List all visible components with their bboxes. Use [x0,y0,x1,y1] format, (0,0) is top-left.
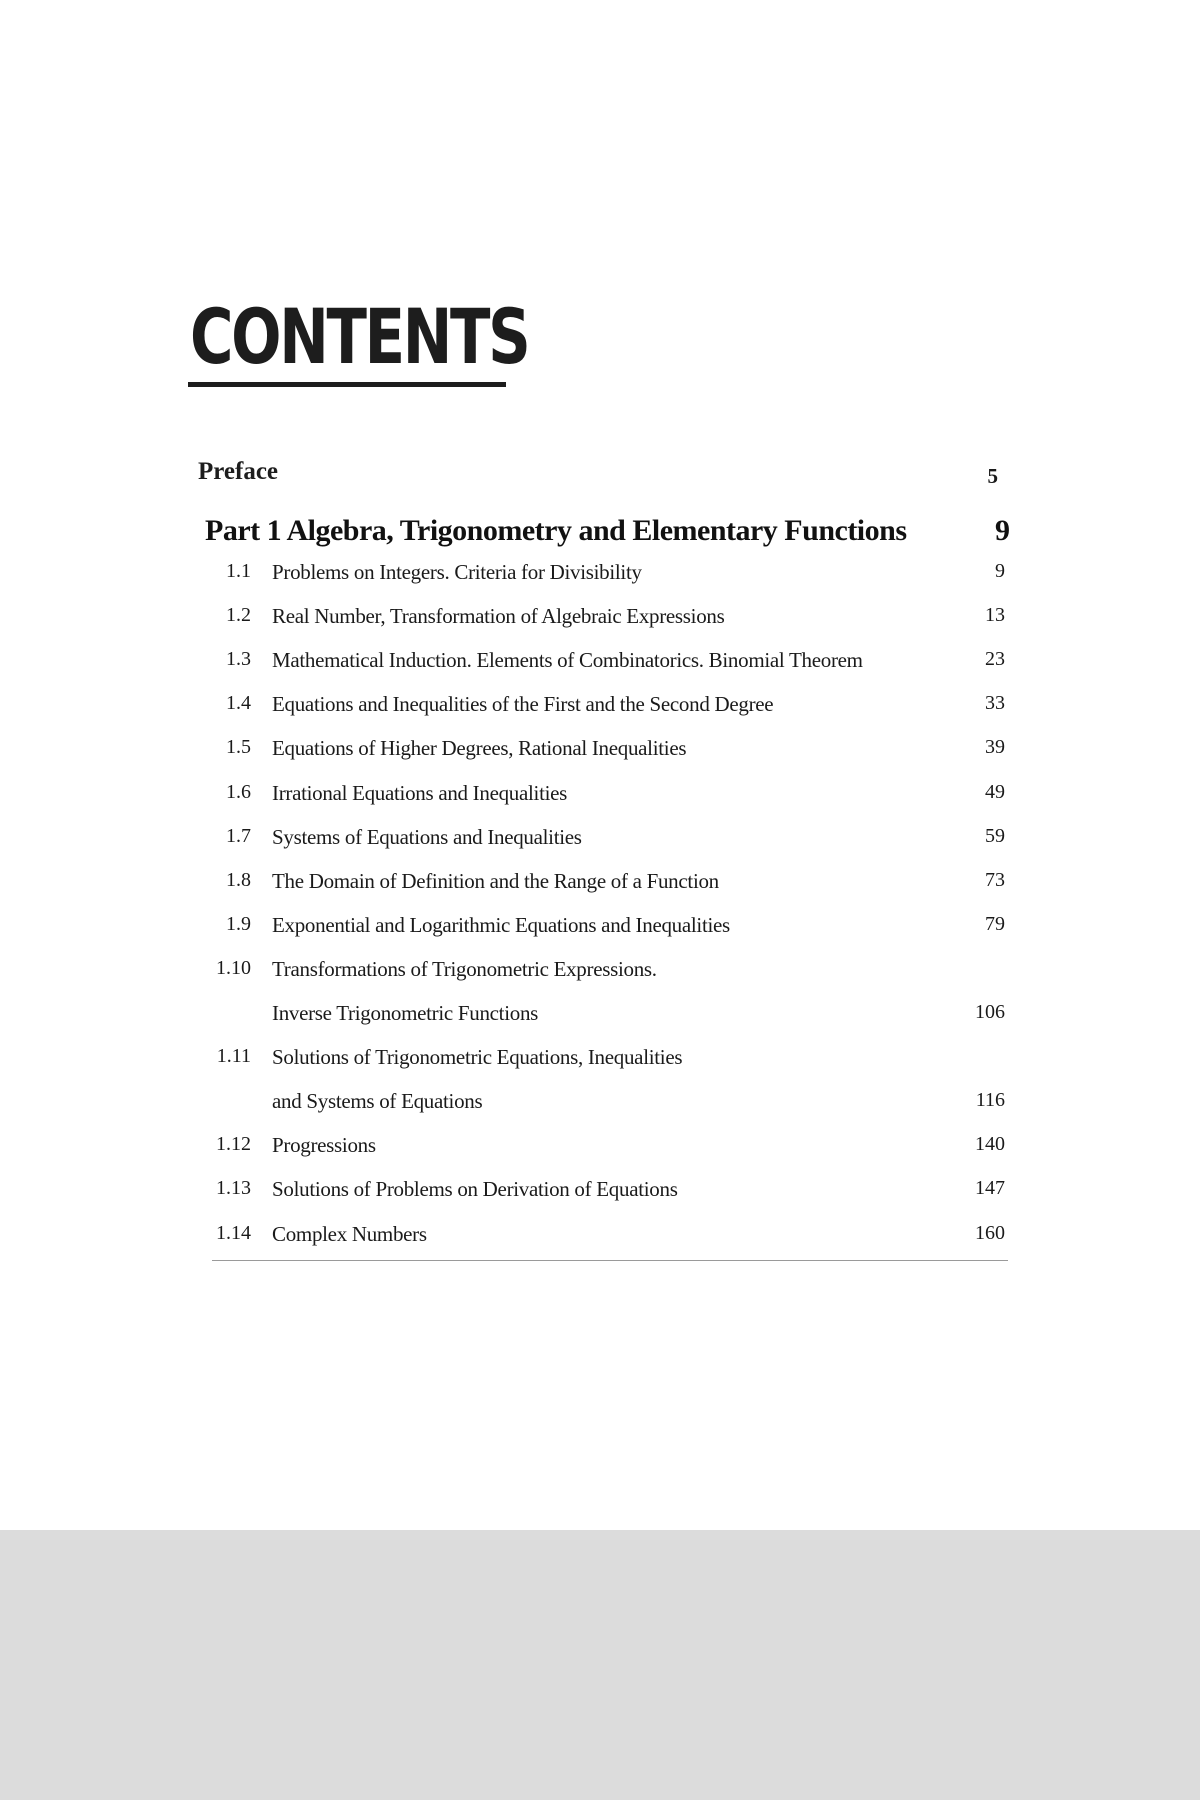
toc-row-section[interactable] [0,604,1200,640]
heading-underline [188,382,506,387]
part-1-title: Part 1 Algebra, Trigonometry and Elementary Functions [205,514,907,547]
section-page-number: 23 [985,648,1005,671]
section-page-number: 160 [975,1221,1005,1244]
section-number: 1.9 [226,912,251,935]
section-number: 1.7 [226,824,251,847]
section-number: 1.5 [226,736,251,759]
section-title: Inverse Trigonometric Functions [272,1001,539,1025]
section-title: Solutions of Trigonometric Equations, Inequalities [272,1045,683,1070]
section-number: 1.2 [226,604,251,627]
section-number: 1.10 [216,956,251,979]
section-page-number: 49 [985,780,1005,803]
page-bottom-margin [0,1530,1200,1800]
toc-row-section[interactable] [0,1133,1200,1169]
section-title: and Systems of Equations [272,1089,483,1114]
section-title: Irrational Equations and Inequalities [272,780,568,805]
section-number: 1.14 [216,1221,251,1244]
section-title: The Domain of Definition and the Range of a Function [272,868,719,893]
section-number: 1.13 [216,1177,251,1200]
toc-row-section[interactable] [0,1177,1200,1213]
section-page-number: 59 [985,824,1005,847]
toc-row-section[interactable] [0,736,1200,772]
section-title: Real Number, Transformation of Algebraic Expressions [272,604,725,629]
section-page-number: 33 [985,692,1005,715]
toc-row-section[interactable] [0,869,1200,905]
section-number: 1.11 [216,1045,251,1068]
section-title: Equations and Inequalities of the First and the Second Degree [272,692,774,717]
section-page-number: 39 [985,736,1005,759]
section-number: 1.1 [226,560,251,582]
section-number: 1.3 [226,648,251,671]
section-page-number: 9 [995,560,1005,582]
toc-row-part-1[interactable] [0,514,1200,550]
section-page-number: 116 [975,1089,1005,1112]
toc-row-section[interactable] [0,1045,1200,1081]
section-title: Systems of Equations and Inequalities [272,824,582,849]
section-page-number: 13 [985,604,1005,627]
section-page-number: 79 [985,912,1005,935]
section-page-number: 147 [975,1177,1005,1200]
preface-label: Preface [198,458,279,485]
section-title: Transformations of Trigonometric Expressions. [272,956,657,981]
toc-row-section[interactable] [0,1222,1200,1258]
section-title: Progressions [272,1133,376,1158]
section-number: 1.4 [226,692,251,715]
section-title: Complex Numbers [272,1221,427,1246]
part-1-page-number: 9 [995,514,1010,547]
section-number: 1.12 [216,1133,251,1156]
toc-row-section[interactable] [0,560,1200,596]
section-page-number: 73 [985,868,1005,891]
toc-row-section[interactable] [0,1001,1200,1037]
section-page-number: 106 [975,1001,1005,1023]
toc-row-section[interactable] [0,648,1200,684]
section-title: Problems on Integers. Criteria for Divisibility [272,560,642,584]
section-page-number: 140 [975,1133,1005,1156]
section-title: Solutions of Problems on Derivation of Equations [272,1177,678,1202]
toc-row-section[interactable] [0,957,1200,993]
contents-heading: CONTENTS [190,292,529,381]
toc-row-section[interactable] [0,913,1200,949]
toc-bottom-divider [212,1260,1008,1261]
section-number: 1.6 [226,780,251,803]
toc-row-section[interactable] [0,1089,1200,1125]
toc-row-section[interactable] [0,825,1200,861]
toc-row-preface[interactable] [0,458,1200,494]
section-number: 1.8 [226,868,251,891]
section-title: Equations of Higher Degrees, Rational Inequalities [272,736,687,761]
preface-page-number: 5 [987,464,998,488]
toc-row-section[interactable] [0,781,1200,817]
section-title: Mathematical Induction. Elements of Combinatorics. Binomial Theorem [272,648,863,673]
section-title: Exponential and Logarithmic Equations and Inequalities [272,912,730,937]
toc-row-section[interactable] [0,692,1200,728]
